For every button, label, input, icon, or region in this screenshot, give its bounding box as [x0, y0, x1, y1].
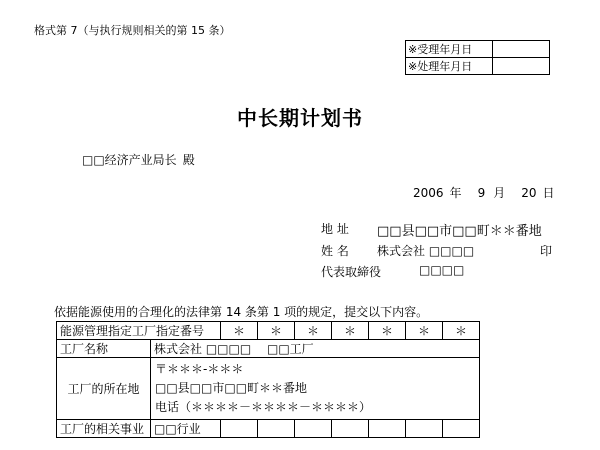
addressee-name: □□经济产业局长	[82, 153, 177, 167]
date-day: 20	[521, 186, 537, 200]
location-phone: 电话（＊＊＊＊－＊＊＊＊－＊＊＊＊）	[155, 400, 372, 414]
received-date-label: ※受理年月日	[406, 41, 493, 58]
document-title: 中长期计划书	[237, 106, 363, 130]
business-blank-cell[interactable]	[221, 420, 258, 438]
designation-digit[interactable]: ＊	[258, 322, 295, 340]
processed-date-label: ※处理年月日	[406, 58, 493, 75]
designation-digit[interactable]: ＊	[443, 322, 480, 340]
date-day-label: 日	[542, 186, 555, 200]
designation-label: 能源管理指定工厂指定番号	[57, 322, 221, 340]
date-year-label: 年	[449, 186, 462, 200]
business-blank-cell[interactable]	[369, 420, 406, 438]
applicant-name-value: 株式会社 □□□□	[377, 244, 475, 258]
receipt-box	[405, 40, 550, 75]
designation-digit[interactable]: ＊	[332, 322, 369, 340]
submission-date	[413, 184, 555, 201]
designation-digit[interactable]: ＊	[221, 322, 258, 340]
addressee	[82, 151, 195, 168]
receipt-row-received	[406, 41, 550, 58]
applicant-name-label: 姓 名	[321, 244, 349, 258]
intro-text: 依据能源使用的合理化的法律第 14 条第 1 项的规定，提交以下内容。	[54, 305, 429, 319]
business-blank-cell[interactable]	[443, 420, 480, 438]
location-address: □□县□□市□□町＊＊番地	[155, 381, 308, 395]
business-row	[57, 420, 480, 438]
representative-value: □□□□	[419, 263, 465, 277]
factory-name-row	[57, 340, 480, 358]
designation-digit[interactable]: ＊	[295, 322, 332, 340]
addressee-honorific: 殿	[182, 153, 195, 167]
designation-digit[interactable]: ＊	[369, 322, 406, 340]
applicant-address-label: 地 址	[321, 222, 349, 236]
seal-mark: 印	[540, 244, 553, 258]
location-label: 工厂的所在地	[57, 358, 151, 420]
business-blank-cell[interactable]	[258, 420, 295, 438]
business-label: 工厂的相关事业	[57, 420, 151, 438]
applicant-address-value: □□县□□市□□町＊＊番地	[377, 224, 542, 239]
location-row	[57, 358, 480, 420]
location-postal: 〒＊＊＊-＊＊＊	[155, 362, 244, 376]
representative-label: 代表取締役	[321, 265, 382, 279]
date-month-label: 月	[493, 186, 506, 200]
business-value[interactable]: □□行业	[151, 420, 221, 438]
business-blank-cell[interactable]	[406, 420, 443, 438]
designation-row	[57, 322, 480, 340]
business-blank-cell[interactable]	[295, 420, 332, 438]
receipt-row-processed	[406, 58, 550, 75]
factory-info-table	[56, 321, 480, 438]
received-date-field[interactable]	[493, 41, 550, 58]
factory-name-value[interactable]: 株式会社 □□□□ □□工厂	[151, 340, 480, 358]
date-month: 9	[477, 186, 486, 200]
form-reference: 格式第 7（与执行规则相关的第 15 条）	[34, 24, 231, 37]
date-year: 2006	[413, 186, 444, 200]
designation-digit[interactable]: ＊	[406, 322, 443, 340]
business-blank-cell[interactable]	[332, 420, 369, 438]
location-value[interactable]	[151, 358, 480, 420]
factory-name-label: 工厂名称	[57, 340, 151, 358]
processed-date-field[interactable]	[493, 58, 550, 75]
